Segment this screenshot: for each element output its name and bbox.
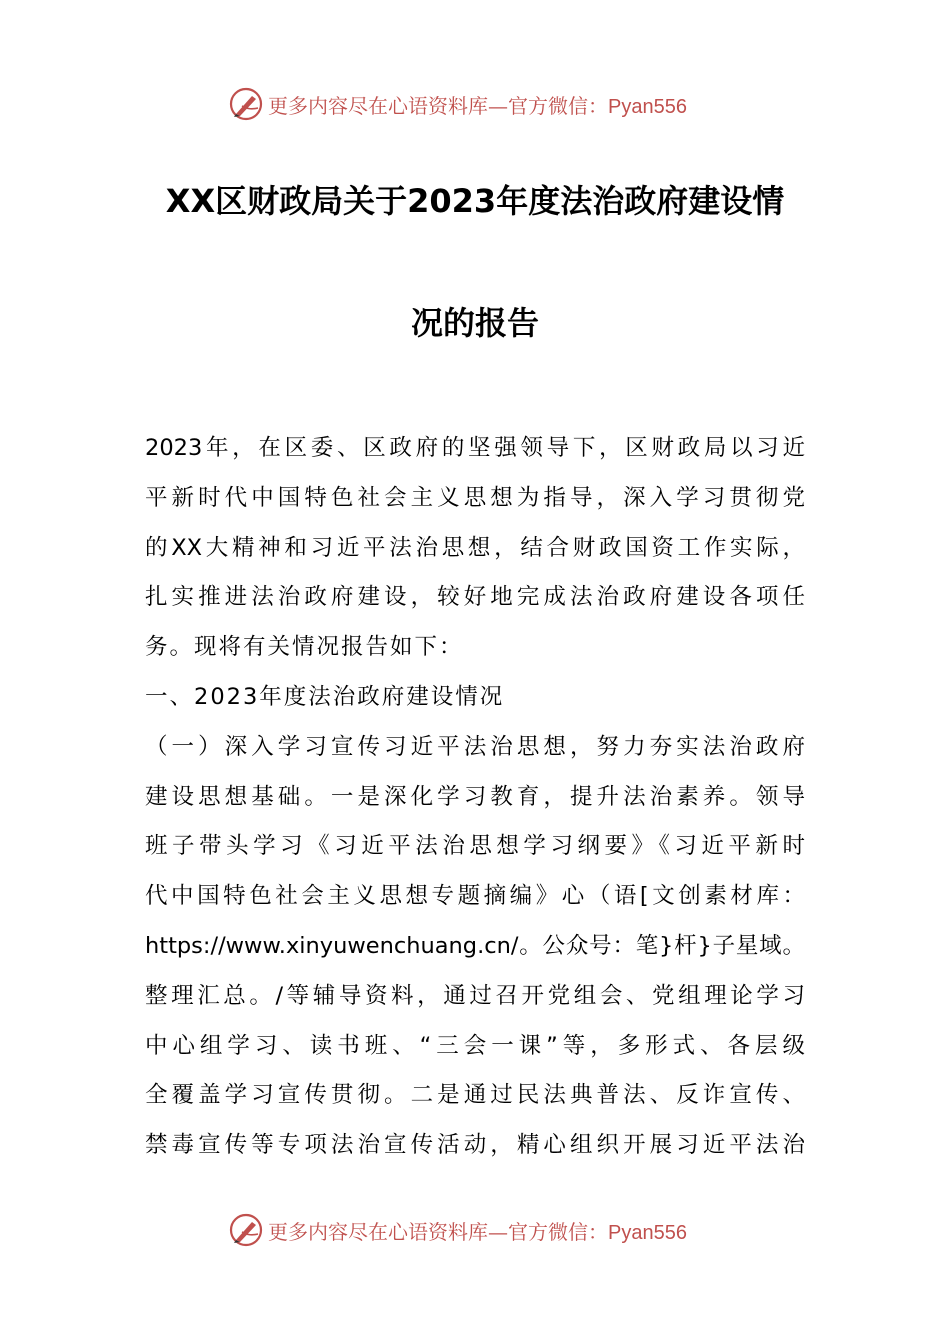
body-line: 务。现将有关情况报告如下： (145, 634, 464, 661)
body-line: 全覆盖学习宣传贯彻。二是通过民法典普法、反诈宣传、 (145, 1082, 805, 1109)
body-line: 代中国特色社会主义思想专题摘编》心（语[文创素材库： (145, 883, 805, 910)
watermark-text: 更多内容尽在心语资料库—官方微信：Pyan556 (268, 1219, 687, 1244)
body-line: 禁毒宣传等专项法治宣传活动，精心组织开展习近平法治 (145, 1132, 805, 1159)
document-body (145, 424, 805, 1171)
body-line: 整理汇总。/等辅导资料，通过召开党组会、党组理论学习 (145, 982, 805, 1009)
body-line: 中心组学习、读书班、“三会一课”等，多形式、各层级 (145, 1032, 805, 1059)
body-line: 平新时代中国特色社会主义思想为指导，深入学习贯彻党 (145, 484, 805, 511)
body-line: https://www.xinyuwenchuang.cn/。公众号：笔}杆}子星域。 (145, 932, 805, 959)
body-line: 班子带头学习《习近平法治思想学习纲要》《习近平新时 (145, 833, 805, 860)
body-line: 扎实推进法治政府建设，较好地完成法治政府建设各项任 (145, 584, 805, 611)
body-line: （一）深入学习宣传习近平法治思想，努力夯实法治政府 (145, 733, 805, 760)
body-line: 2023年，在区委、区政府的坚强领导下，区财政局以习近 (145, 435, 805, 461)
body-line: 的XX大精神和习近平法治思想，结合财政国资工作实际， (145, 534, 805, 561)
wechat-id: Pyan556 (608, 1221, 687, 1244)
watermark-banner-bottom (228, 1212, 748, 1248)
pen-logo-icon (228, 86, 264, 122)
page-title-line-1: XX区财政局关于2023年度法治政府建设情 (165, 182, 785, 220)
page-title-line-2: 况的报告 (410, 304, 539, 342)
watermark-banner-top (228, 86, 748, 122)
watermark-text: 更多内容尽在心语资料库—官方微信：Pyan556 (268, 93, 687, 118)
wechat-id: Pyan556 (608, 95, 687, 118)
pen-logo-icon (228, 1212, 264, 1248)
section-heading: 一、2023年度法治政府建设情况 (145, 683, 505, 710)
body-line: 建设思想基础。一是深化学习教育，提升法治素养。领导 (145, 783, 805, 810)
